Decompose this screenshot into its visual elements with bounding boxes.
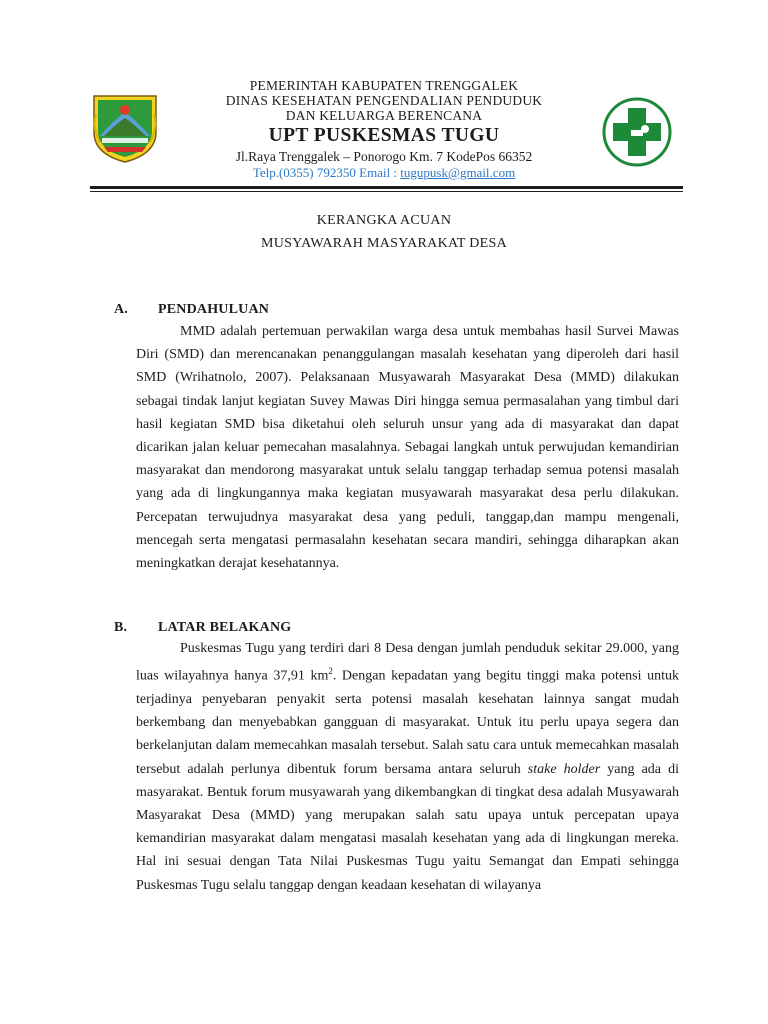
email-link[interactable]: tugupusk@gmail.com	[400, 165, 516, 180]
agency-line: DINAS KESEHATAN PENGENDALIAN PENDUDUK	[225, 93, 543, 108]
telp-text: Telp.(0355) 792350 Email :	[252, 165, 401, 180]
government-line: PEMERINTAH KABUPATEN TRENGGALEK	[249, 78, 519, 93]
section-b-italic-term: stake holder	[527, 761, 601, 777]
header-rule-thick	[90, 186, 683, 189]
section-a-body: MMD adalah pertemuan perwakilan warga desa untuk membahas hasil Survei Mawas Diri (SMD) dan merencanakan penanggulangan masalah kesehatan yang diperoleh dari hasil SMD (Wrihatnolo, 2007). Pelaksanaan Musyawarah Masyarakat Desa (MMD) dilakukan sebagai tindak lanjut kegiatan Suvey Mawas Diri hingga semua permasalahan yang timbul dari hasil kegiatan SMD bisa diketahui oleh seluruh unsur yang ada di masyarakat dan dapat dicarikan jalan keluar pemecahan masalahnya. Sebagai langkah untuk perwujudan kemandirian masyarakat dan mendorong masyarakat untuk selalu tanggap terhadap semua potensi masalah yang ada di lingkungannya maka kegiatan musyawarah masyarakat desa perlu dilakukan. Percepatan terwujudnya masyarakat desa yang peduli, tanggap,dan mampu mengenali, mencegah serta mengatasi permasalahn kesehatan secara mandiri, sehingga diharapkan akan meningkatkan derajat kesehatannya.	[136, 324, 679, 572]
section-b-text-1: Puskesmas Tugu yang terdiri dari 8 Desa dengan jumlah penduduk sekitar 29.000, yang luas wilayahnya hanya 37,91 km	[136, 641, 679, 684]
section-b-text-2: . Dengan kepadatan yang begitu tinggi maka potensi untuk terjadinya penyebaran penyakit serta potensi masalah kesehatan lainnya sangat mudah berkembang dan menyebabkan gangguan di masyarakat. Untuk itu perlu upaya segera dan berkelanjutan dalam memecahkan masalah tersebut. Salah satu cara untuk memecahkan masalah tersebut adalah perlunya dibentuk forum bersama antara seluruh	[136, 668, 679, 777]
address-line: Jl.Raya Trenggalek – Ponorogo Km. 7 KodePos 66352	[235, 149, 533, 164]
letterhead	[0, 0, 768, 200]
section-b-body	[136, 637, 679, 897]
puskesmas-green-cross-icon	[601, 96, 673, 168]
letterhead-text	[150, 78, 618, 180]
section-a-letter: A.	[114, 302, 129, 317]
section-b-heading: LATAR BELAKANG	[158, 620, 292, 635]
header-rule-thin	[90, 191, 683, 192]
section-b-superscript: 2	[328, 666, 333, 677]
section-a-heading: PENDAHULUAN	[158, 302, 270, 317]
section-b-letter: B.	[114, 620, 128, 635]
document-title: KERANGKA ACUAN	[316, 213, 452, 228]
organization-name: UPT PUSKESMAS TUGU	[268, 125, 500, 146]
section-b-text-3: yang ada di masyarakat. Bentuk forum musyawarah yang dikembangkan di tingkat desa adalah Musyawarah Masyarakat Desa (MMD) yang merupakan salah satu upaya untuk percepatan upaya kemandirian masyarakat dalam mengatasi masalah kesehatan yang ada di lingkungan mereka. Hal ini sesuai dengan Tata Nilai Puskesmas Tugu yaitu Semangat dan Empati sehingga Puskesmas Tugu selalu tanggap dengan keadaan kesehatan di wilayanya	[136, 761, 679, 893]
agency-line-2: DAN KELUARGA BERENCANA	[285, 108, 483, 123]
contact-line	[150, 165, 618, 180]
document-subtitle: MUSYAWARAH MASYARAKAT DESA	[260, 236, 507, 251]
